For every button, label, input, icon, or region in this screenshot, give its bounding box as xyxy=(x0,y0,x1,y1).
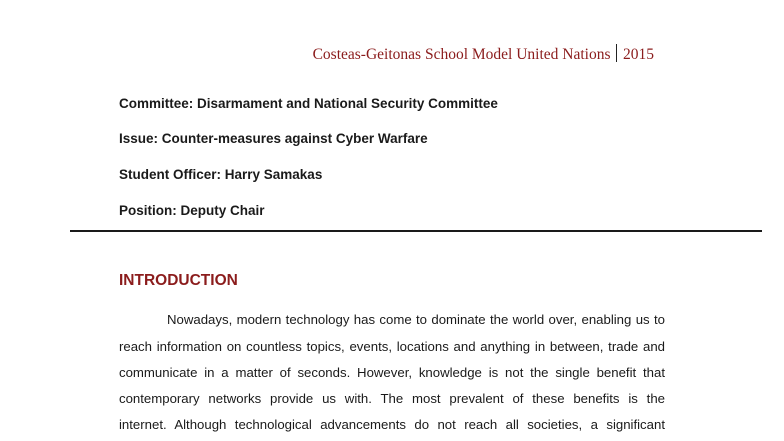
paragraph-line: contemporary networks provide us with. The most prevalent of these benefits is the xyxy=(119,391,665,406)
paragraph-line: reach information on countless topics, events, locations and anything in between, trade and xyxy=(119,339,665,354)
committee-line: Committee: Disarmament and National Security Committee xyxy=(119,96,498,111)
paragraph-line: communicate in a matter of seconds. However, knowledge is not the single benefit that xyxy=(119,365,665,380)
issue-line: Issue: Counter-measures against Cyber Warfare xyxy=(119,131,428,146)
horizontal-rule xyxy=(70,230,762,232)
header-separator xyxy=(616,44,618,62)
position-line: Position: Deputy Chair xyxy=(119,203,265,218)
header-title: Costeas-Geitonas School Model United Nations xyxy=(312,46,611,63)
section-heading: INTRODUCTION xyxy=(119,272,238,289)
paragraph-line: internet. Although technological advancements do not reach all societies, a significant xyxy=(119,417,665,432)
page-header xyxy=(313,44,654,64)
header-year: 2015 xyxy=(623,46,654,63)
student-officer-line: Student Officer: Harry Samakas xyxy=(119,167,323,182)
paragraph-line: Nowadays, modern technology has come to dominate the world over, enabling us to xyxy=(167,312,665,327)
